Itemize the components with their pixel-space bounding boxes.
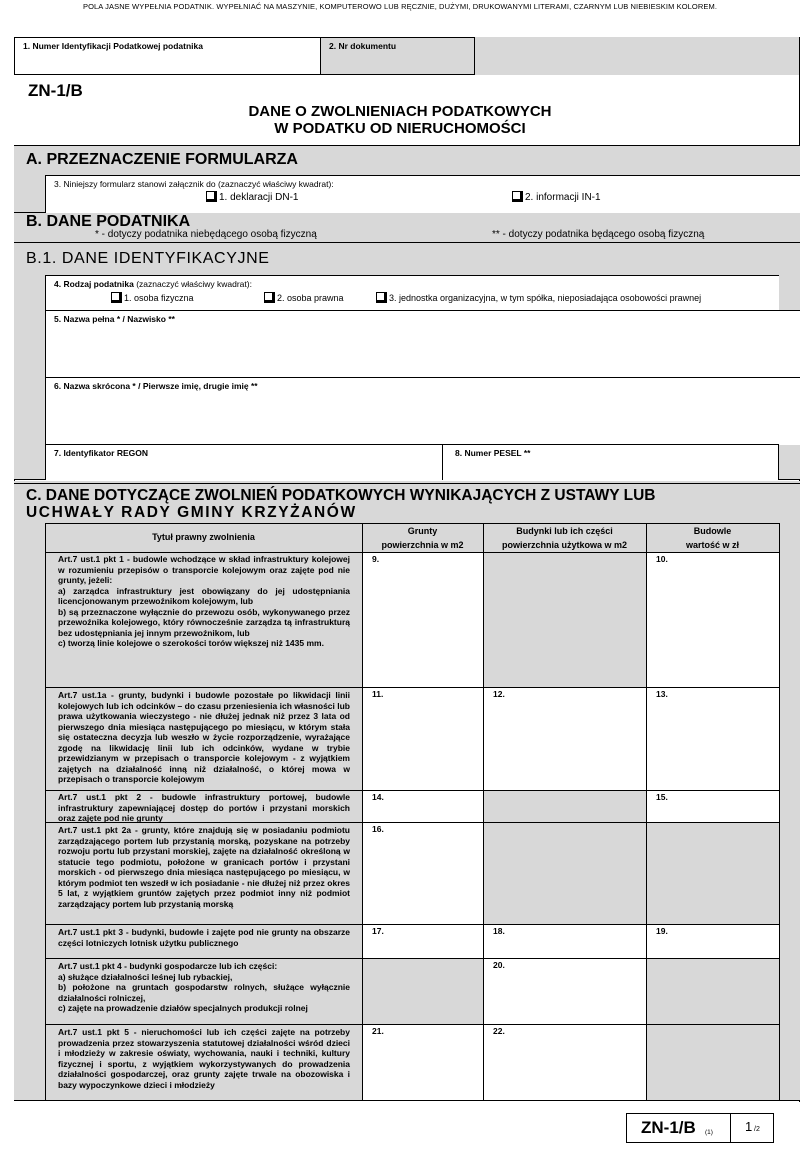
row-2-ref: Art.7 ust.1a xyxy=(58,690,107,700)
field-3-hint: (zaznaczyć właściwy kwadrat): xyxy=(217,179,334,189)
field-5[interactable] xyxy=(45,310,800,378)
field-7-label-strong: REGON xyxy=(116,448,148,458)
row-3-text: - budowle infrastruktury portowej, budowle infrastruktury zapewniającej dostęp do portów i przystani morskich oraz zajęte pod nie grunty xyxy=(58,792,350,823)
field-8-label-strong: PESEL xyxy=(493,448,522,458)
col-header-budynki xyxy=(483,524,646,552)
row-6-description xyxy=(54,959,354,1014)
cell-20-number: 20. xyxy=(493,960,505,970)
section-c-top-line xyxy=(14,483,800,484)
cell-18-number: 18. xyxy=(493,926,505,936)
checkbox-icon[interactable] xyxy=(512,191,523,202)
row-6-extra-a: a) służące działalności leśnej lub rybackiej, xyxy=(58,971,233,982)
cell-19-number: 19. xyxy=(656,926,668,936)
col-header-title: Tytuł prawny zwolnienia xyxy=(152,532,255,542)
row-7-ref: Art.7 ust.1 pkt 5 xyxy=(58,1027,129,1037)
cell-20[interactable] xyxy=(484,958,646,1024)
row-3-description xyxy=(54,790,354,824)
col-header-budynki-line2: powierzchnia użytkowa w m2 xyxy=(501,540,628,550)
cell-15-number: 15. xyxy=(656,792,668,802)
field-3 xyxy=(45,175,800,213)
col-header-grunty xyxy=(362,524,483,552)
row-7-description xyxy=(54,1025,354,1090)
document-title-line2: W PODATKU OD NIERUCHOMOŚCI xyxy=(274,120,526,137)
row-3-ref: Art.7 ust.1 pkt 2 xyxy=(58,792,142,802)
cell-14-number: 14. xyxy=(372,792,384,802)
section-c-title xyxy=(14,487,655,521)
table-top-line xyxy=(45,523,779,524)
cell-11[interactable] xyxy=(363,687,483,790)
row-4-text: - grunty, które znajdują się w posiadaniu podmiotu zarządzającego portem lub przystanią morską, pozyskane na potrzeby rozwoju portu lub przystani morskiej, zajęte na działalność określoną w statucie tego podmiotu, położone w granicach portów i przystani morskich - od pierwszego dnia miesiąca następującego po miesiącu, w którym podmiot ten wszedł w ich posiadanie - nie dłużej niż przez okres 5 lat, z wyjątkiem gruntów zajętych przez podmiot inny niż podmiot zarządzający portem lub przystanią morską xyxy=(58,825,350,909)
field-8-label-pre: 8. Numer xyxy=(455,448,494,458)
footer-form-code: ZN-1/B xyxy=(641,1118,696,1137)
option-osoba-fizyczna[interactable] xyxy=(111,292,194,303)
table-left-line xyxy=(45,523,46,1100)
row-4-ref: Art.7 ust.1 pkt 2a xyxy=(58,825,132,835)
section-b1-divider xyxy=(14,242,800,243)
cell-13-number: 13. xyxy=(656,689,668,699)
field-8-label-post: ** xyxy=(521,448,531,458)
option-jednostka[interactable] xyxy=(376,292,701,303)
section-b-title: B. DANE PODATNIKA xyxy=(26,213,191,230)
row-5-text: - budynki, budowle i zajęte pod nie grunty na obszarze części lotniczych lotnisk użytku publicznego xyxy=(58,927,350,948)
row-1-text: - budowle wchodzące w skład infrastruktury kolejowej w rozumieniu przepisów o transporcie kolejowym oraz zajęte pod nie grunty, jeżeli: xyxy=(58,554,350,585)
cell-13[interactable] xyxy=(647,687,779,790)
row-6-ref: Art.7 ust.1 pkt 4 xyxy=(58,961,122,971)
section-c-title-line2: UCHWAŁY RADY GMINY KRZYŻANÓW xyxy=(26,504,357,521)
row-6-extra-c: c) zajęte na prowadzenie działów specjalnych produkcji rolnej xyxy=(58,1003,308,1013)
option-osoba-prawna[interactable] xyxy=(264,292,344,303)
cell-16[interactable] xyxy=(363,822,483,924)
option-in1-label: 2. informacji IN-1 xyxy=(525,192,601,203)
cell-16-number: 16. xyxy=(372,824,384,834)
col-header-budynki-line1: Budynki lub ich części xyxy=(516,526,613,536)
footer-page-box xyxy=(730,1113,774,1143)
field-3-label-text: 3. Niniejszy formularz stanowi załącznik do xyxy=(54,179,216,189)
field-4-hint: (zaznaczyć właściwy kwadrat): xyxy=(136,279,252,289)
row-1-description xyxy=(54,552,354,649)
footer-page-total: /2 xyxy=(754,1126,760,1133)
checkbox-icon[interactable] xyxy=(111,292,122,303)
section-c-title-line1: C. DANE DOTYCZĄCE ZWOLNIEŃ PODATKOWYCH WYNIKAJĄCYCH Z USTAWY LUB xyxy=(26,487,656,504)
row-1-ref: Art.7 ust.1 pkt 1 xyxy=(58,554,124,564)
row-1-extra-b: b) są przeznaczone wyłącznie do przewozu osób, wykonywanego przez przewoźnika kolejowego, który równocześnie zarządza tą infrastrukturą bez udostępniania jej innym przewoźnikom, lub xyxy=(58,606,350,638)
cell-10[interactable] xyxy=(647,552,779,687)
cell-18[interactable] xyxy=(484,924,646,958)
col-header-grunty-line2: powierzchnia w m2 xyxy=(381,540,464,550)
footer-page-current: 1 xyxy=(745,1119,753,1134)
option-osoba-fizyczna-label: 1. osoba fizyczna xyxy=(124,293,194,303)
field-7[interactable] xyxy=(45,444,443,480)
col-header-budowle-line2: wartość w zł xyxy=(685,540,739,550)
row-7-text: - nieruchomości lub ich części zajęte na potrzeby prowadzenia przez stowarzyszenia statutowej działalności wśród dzieci i młodzieży w zakresie oświaty, wychowania, nauki i techniki, kultury fizycznej i sportu, z wyjątkiem wykorzystywanych do prowadzenia działalności gospodarczej, oraz grunty zajęte trwale na obozowiska i bazy wypoczynkowe dzieci i młodzieży xyxy=(58,1027,350,1090)
document-title-line1: DANE O ZWOLNIENIACH PODATKOWYCH xyxy=(248,103,552,120)
doc-number-label: 2. Nr dokumentu xyxy=(329,41,397,51)
option-jednostka-label: 3. jednostka organizacyjna, w tym spółka, nieposiadająca osobowości prawnej xyxy=(389,293,702,303)
row-6-extra-b: b) położone na gruntach gospodarstw rolnych, służące wyłącznie działalności rolniczej, xyxy=(58,982,350,1003)
doc-number-field xyxy=(320,37,475,75)
row-5-ref: Art.7 ust.1 pkt 3 xyxy=(58,927,124,937)
row-2-description xyxy=(54,688,354,785)
field-5-label: 5. Nazwa pełna * / Nazwisko ** xyxy=(54,314,175,324)
option-in1[interactable] xyxy=(512,191,601,203)
checkbox-icon[interactable] xyxy=(264,292,275,303)
footer-form-code-box xyxy=(626,1113,731,1143)
field-4-label-text: 4. Rodzaj podatnika xyxy=(54,279,134,289)
cell-22-number: 22. xyxy=(493,1026,505,1036)
field-6-label: 6. Nazwa skrócona * / Pierwsze imię, drugie imię ** xyxy=(54,381,258,391)
cell-10-number: 10. xyxy=(656,554,668,564)
cell-17-number: 17. xyxy=(372,926,384,936)
document-title xyxy=(180,103,620,137)
nip-label: 1. Numer Identyfikacji Podatkowej podatnika xyxy=(23,41,203,51)
row-1-extra-c: c) tworzą linie kolejowe o szerokości torów większej niż 1435 mm. xyxy=(58,638,324,648)
row-4-description xyxy=(54,823,354,909)
col-header-grunty-line1: Grunty xyxy=(407,526,438,536)
fill-instructions: POLA JASNE WYPEŁNIA PODATNIK. WYPEŁNIAĆ NA MASZYNIE, KOMPUTEROWO LUB RĘCZNIE, DUŻYMI, DRUKOWANYMI LITERAMI, CZARNYM LUB NIEBIESKIM KOLOREM. xyxy=(83,2,717,11)
col-header-budowle-line1: Budowle xyxy=(693,526,732,536)
option-dn1-label: 1. deklaracji DN-1 xyxy=(219,192,299,203)
checkbox-icon[interactable] xyxy=(376,292,387,303)
field-8[interactable] xyxy=(442,444,779,480)
col-header-budowle xyxy=(646,524,779,552)
cell-22[interactable] xyxy=(484,1024,646,1100)
cell-12-number: 12. xyxy=(493,689,505,699)
cell-9[interactable] xyxy=(363,552,483,687)
section-b-note-left: * - dotyczy podatnika niebędącego osobą fizyczną xyxy=(95,229,317,240)
form-code: ZN-1/B xyxy=(28,81,83,100)
field-6[interactable] xyxy=(45,377,800,445)
cell-9-number: 9. xyxy=(372,554,380,564)
table-bottom-line xyxy=(14,1100,800,1101)
field-8-label xyxy=(443,445,778,458)
section-b-note-right: ** - dotyczy podatnika będącego osobą fizyczną xyxy=(492,229,705,240)
section-b1-title: B.1. DANE IDENTYFIKACYJNE xyxy=(26,250,270,267)
row-5-description xyxy=(54,925,354,948)
option-dn1[interactable] xyxy=(206,191,298,203)
checkbox-icon[interactable] xyxy=(206,191,217,202)
row-1-extra-a: a) zarządca infrastruktury jest obowiązany do jej udostępniania licencjonowanym przewoźnikom kolejowym, lub xyxy=(58,585,350,606)
row-2-text: - grunty, budynki i budowle pozostałe po likwidacji linii kolejowych lub ich odcinków – do czasu przeniesienia ich własności lub prawa użytkowania wieczystego - nie dłużej jednak niż przez 3 lata od pierwszego dnia miesiąca następującego po miesiącu, w którym stała się ostateczna decyzja lub weszło w życie rozporządzenie, wyrażające zgodę na likwidację linii lub ich odcinków, wydane w trybie przewidzianym w przepisach o transporcie kolejowym - z wyjątkiem zajętych na działalność inną niż działalność, o której mowa w przepisach o transporcie kolejowym xyxy=(58,690,350,784)
nip-field[interactable] xyxy=(14,37,321,75)
field-4-label xyxy=(46,276,779,289)
field-3-label xyxy=(46,176,800,189)
cell-21-number: 21. xyxy=(372,1026,384,1036)
cell-11-number: 11. xyxy=(372,689,384,699)
cell-12[interactable] xyxy=(484,687,646,790)
row-6-text: - budynki gospodarcze lub ich części: xyxy=(121,961,278,971)
table-right-line xyxy=(779,523,780,1100)
field-7-label xyxy=(46,445,443,458)
footer-form-version: (1) xyxy=(705,1129,713,1136)
section-a-title: A. PRZEZNACZENIE FORMULARZA xyxy=(26,151,298,168)
option-osoba-prawna-label: 2. osoba prawna xyxy=(277,293,344,303)
field-7-label-pre: 7. Identyfikator xyxy=(54,448,117,458)
